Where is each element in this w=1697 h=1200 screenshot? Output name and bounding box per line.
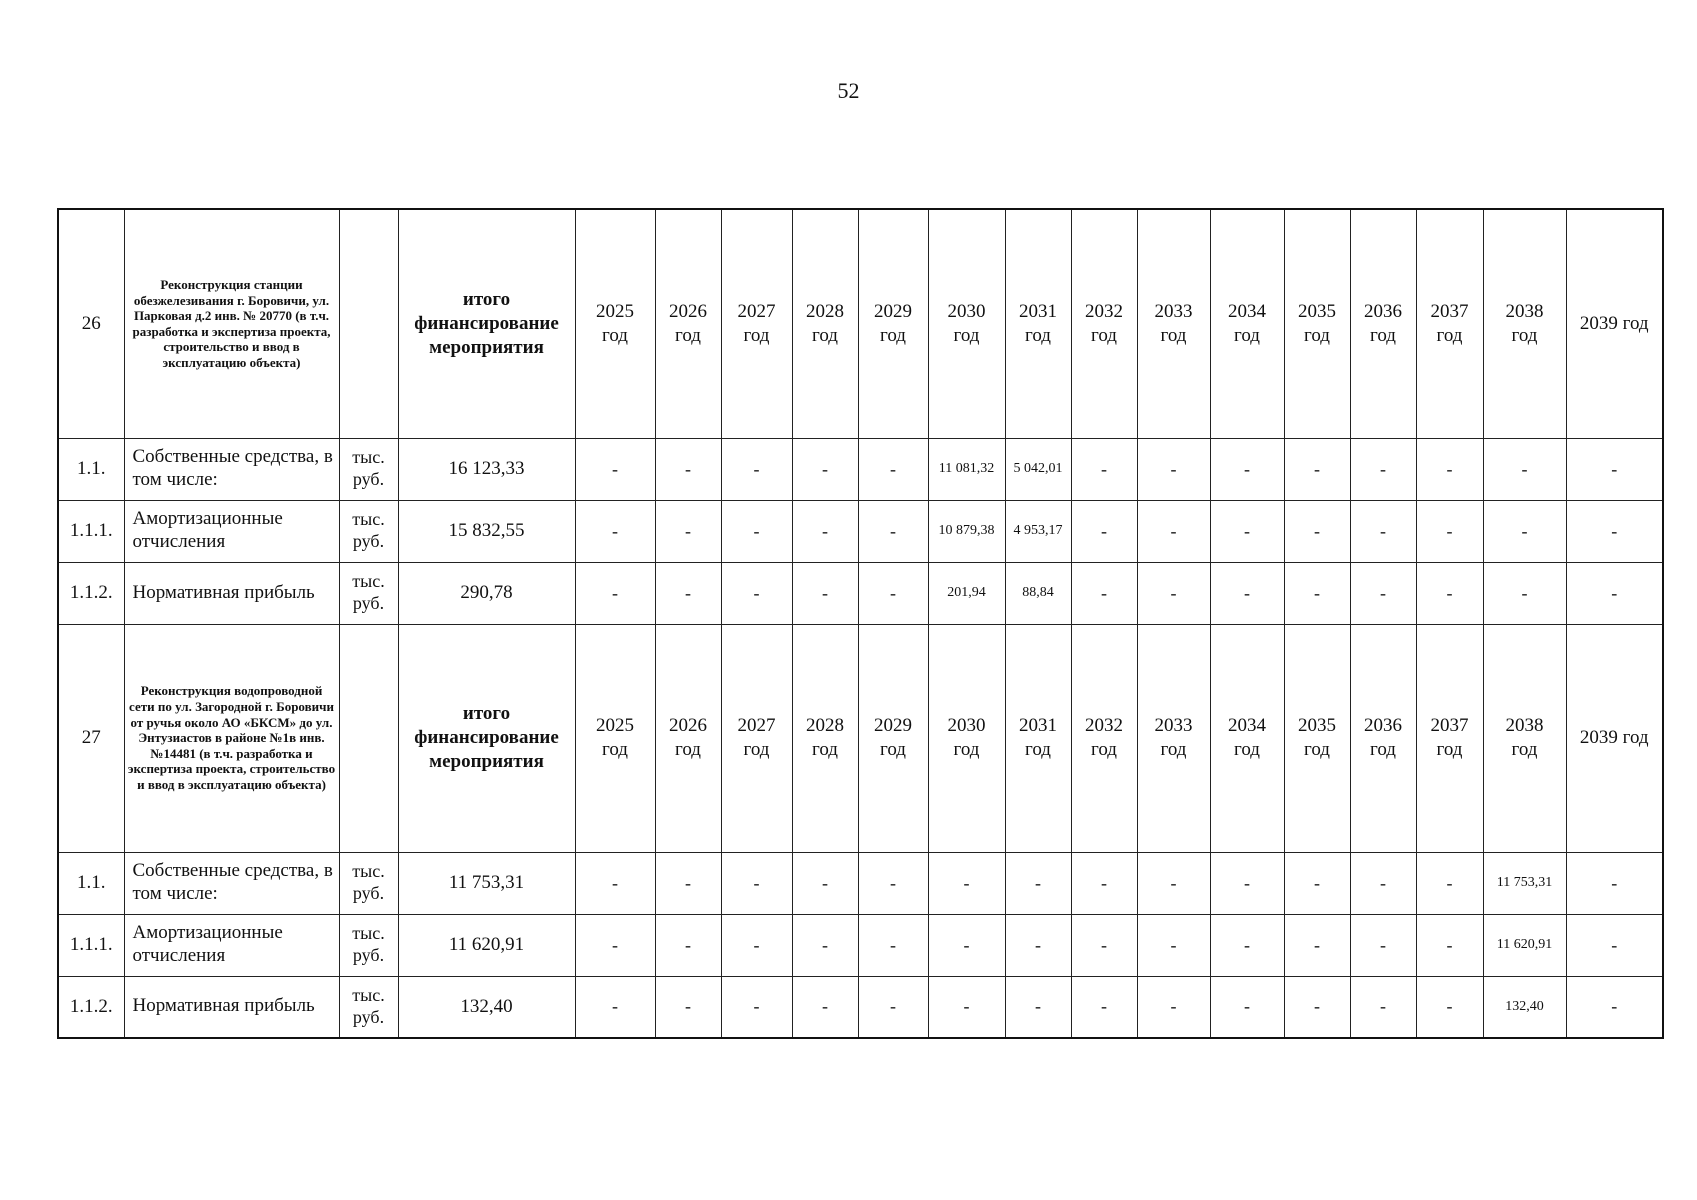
year-value: -: [1350, 976, 1416, 1038]
year-header: 2030 год: [928, 624, 1005, 852]
year-value: -: [858, 438, 928, 500]
year-header: 2038 год: [1483, 209, 1566, 438]
year-value: -: [1284, 976, 1350, 1038]
year-value: -: [1137, 500, 1210, 562]
year-header: 2032 год: [1071, 624, 1137, 852]
year-value: -: [655, 562, 721, 624]
year-value: 4 953,17: [1005, 500, 1071, 562]
year-value: -: [575, 500, 655, 562]
year-value: -: [1210, 914, 1284, 976]
year-value: -: [1284, 562, 1350, 624]
year-header: 2025 год: [575, 624, 655, 852]
year-value: -: [928, 976, 1005, 1038]
year-value: -: [655, 976, 721, 1038]
year-value: -: [1137, 976, 1210, 1038]
empty-unit-cell: [339, 624, 398, 852]
row-unit: тыс. руб.: [339, 976, 398, 1038]
year-value: -: [1350, 438, 1416, 500]
table-row: [58, 852, 1663, 914]
year-value: 11 753,31: [1483, 852, 1566, 914]
year-value: -: [1071, 852, 1137, 914]
row-unit: тыс. руб.: [339, 914, 398, 976]
row-number: 1.1.2.: [58, 976, 124, 1038]
year-value: -: [721, 438, 792, 500]
project-number: 27: [58, 624, 124, 852]
year-value: -: [1566, 500, 1663, 562]
row-total: 290,78: [398, 562, 575, 624]
year-value: -: [1137, 438, 1210, 500]
year-header: 2030 год: [928, 209, 1005, 438]
year-value: -: [1483, 562, 1566, 624]
year-header: 2031 год: [1005, 209, 1071, 438]
year-value: -: [1210, 976, 1284, 1038]
year-value: -: [1416, 852, 1483, 914]
year-value: -: [858, 852, 928, 914]
year-value: -: [1284, 914, 1350, 976]
year-value: -: [721, 562, 792, 624]
table-row: [58, 438, 1663, 500]
table-row: [58, 562, 1663, 624]
year-header: 2027 год: [721, 624, 792, 852]
row-number: 1.1.1.: [58, 914, 124, 976]
row-label: Нормативная прибыль: [124, 562, 339, 624]
year-value: -: [1350, 562, 1416, 624]
year-header: 2037 год: [1416, 209, 1483, 438]
row-number: 1.1.: [58, 438, 124, 500]
year-header: 2026 год: [655, 209, 721, 438]
year-value: -: [1416, 914, 1483, 976]
year-value: -: [575, 562, 655, 624]
year-value: -: [721, 500, 792, 562]
year-value: -: [792, 852, 858, 914]
year-header: 2032 год: [1071, 209, 1137, 438]
year-header: 2026 год: [655, 624, 721, 852]
project-number: 26: [58, 209, 124, 438]
project-title: Реконструкция станции обезжелезивания г. Боровичи, ул. Парковая д.2 инв. № 20770 (в т.ч. разработка и экспертиза проекта, строительство и ввод в эксплуатацию объекта): [124, 209, 339, 438]
year-value: -: [1071, 914, 1137, 976]
year-header: 2034 год: [1210, 624, 1284, 852]
row-total: 132,40: [398, 976, 575, 1038]
row-number: 1.1.2.: [58, 562, 124, 624]
year-value: 132,40: [1483, 976, 1566, 1038]
year-value: -: [1566, 438, 1663, 500]
row-unit: тыс. руб.: [339, 852, 398, 914]
year-value: -: [1210, 438, 1284, 500]
year-value: -: [1284, 438, 1350, 500]
table-row: [58, 976, 1663, 1038]
year-value: -: [1350, 852, 1416, 914]
year-header: 2025 год: [575, 209, 655, 438]
year-value: -: [928, 914, 1005, 976]
year-value: -: [1483, 500, 1566, 562]
year-value: -: [858, 914, 928, 976]
year-value: -: [655, 914, 721, 976]
year-header: 2039 год: [1566, 209, 1663, 438]
year-value: -: [721, 852, 792, 914]
project-title: Реконструкция водопроводной сети по ул. Загородной г. Боровичи от ручья около АО «БКСМ» до ул. Энтузиастов в районе №1в инв.№14481 (в т.ч. разработка и экспертиза проекта, строительство и ввод в эксплуатацию объекта): [124, 624, 339, 852]
year-value: -: [1071, 562, 1137, 624]
year-value: -: [1416, 562, 1483, 624]
row-total: 16 123,33: [398, 438, 575, 500]
project-header-row: [58, 209, 1663, 438]
year-value: -: [575, 914, 655, 976]
year-value: 5 042,01: [1005, 438, 1071, 500]
year-value: -: [655, 500, 721, 562]
year-value: -: [792, 914, 858, 976]
year-value: -: [1071, 976, 1137, 1038]
year-value: 201,94: [928, 562, 1005, 624]
year-value: -: [655, 438, 721, 500]
year-value: -: [1483, 438, 1566, 500]
year-value: -: [792, 976, 858, 1038]
year-header: 2037 год: [1416, 624, 1483, 852]
year-value: -: [721, 914, 792, 976]
year-header: 2028 год: [792, 624, 858, 852]
year-header: 2033 год: [1137, 209, 1210, 438]
year-value: -: [575, 438, 655, 500]
year-value: -: [1416, 976, 1483, 1038]
row-label: Нормативная прибыль: [124, 976, 339, 1038]
row-number: 1.1.1.: [58, 500, 124, 562]
year-value: -: [858, 500, 928, 562]
table-row: [58, 500, 1663, 562]
row-label: Собственные средства, в том числе:: [124, 852, 339, 914]
year-header: 2038 год: [1483, 624, 1566, 852]
year-header: 2039 год: [1566, 624, 1663, 852]
row-number: 1.1.: [58, 852, 124, 914]
row-label: Амортизационные отчисления: [124, 500, 339, 562]
financing-table: [57, 208, 1664, 1039]
year-value: -: [1284, 500, 1350, 562]
year-header: 2027 год: [721, 209, 792, 438]
year-value: -: [1284, 852, 1350, 914]
year-value: 11 620,91: [1483, 914, 1566, 976]
row-total: 15 832,55: [398, 500, 575, 562]
year-value: -: [1416, 500, 1483, 562]
year-value: 11 081,32: [928, 438, 1005, 500]
total-header: итого финансирование мероприятия: [398, 624, 575, 852]
year-value: -: [1005, 852, 1071, 914]
row-total: 11 620,91: [398, 914, 575, 976]
year-value: -: [1566, 852, 1663, 914]
year-value: -: [858, 562, 928, 624]
year-value: -: [1566, 562, 1663, 624]
year-header: 2029 год: [858, 624, 928, 852]
year-value: -: [1137, 562, 1210, 624]
empty-unit-cell: [339, 209, 398, 438]
year-value: -: [792, 562, 858, 624]
year-value: -: [1210, 852, 1284, 914]
year-value: -: [792, 500, 858, 562]
row-label: Собственные средства, в том числе:: [124, 438, 339, 500]
year-value: -: [1210, 562, 1284, 624]
year-value: 88,84: [1005, 562, 1071, 624]
row-total: 11 753,31: [398, 852, 575, 914]
year-value: -: [1005, 976, 1071, 1038]
row-unit: тыс. руб.: [339, 562, 398, 624]
year-value: -: [1566, 976, 1663, 1038]
year-header: 2029 год: [858, 209, 928, 438]
year-value: -: [721, 976, 792, 1038]
row-unit: тыс. руб.: [339, 500, 398, 562]
project-header-row: [58, 624, 1663, 852]
page-number: 52: [837, 78, 860, 103]
year-value: -: [655, 852, 721, 914]
year-value: -: [1416, 438, 1483, 500]
year-header: 2028 год: [792, 209, 858, 438]
row-label: Амортизационные отчисления: [124, 914, 339, 976]
table-row: [58, 914, 1663, 976]
total-header: итого финансирование мероприятия: [398, 209, 575, 438]
year-value: -: [928, 852, 1005, 914]
year-value: -: [792, 438, 858, 500]
year-value: -: [1005, 914, 1071, 976]
year-value: -: [1071, 438, 1137, 500]
year-value: -: [1137, 852, 1210, 914]
row-unit: тыс. руб.: [339, 438, 398, 500]
year-header: 2036 год: [1350, 209, 1416, 438]
year-value: -: [1566, 914, 1663, 976]
year-value: -: [1350, 500, 1416, 562]
year-value: -: [1350, 914, 1416, 976]
year-header: 2034 год: [1210, 209, 1284, 438]
year-header: 2036 год: [1350, 624, 1416, 852]
year-header: 2031 год: [1005, 624, 1071, 852]
year-header: 2035 год: [1284, 624, 1350, 852]
year-value: -: [1071, 500, 1137, 562]
year-value: 10 879,38: [928, 500, 1005, 562]
year-header: 2035 год: [1284, 209, 1350, 438]
year-value: -: [1137, 914, 1210, 976]
year-header: 2033 год: [1137, 624, 1210, 852]
year-value: -: [575, 976, 655, 1038]
year-value: -: [1210, 500, 1284, 562]
year-value: -: [858, 976, 928, 1038]
year-value: -: [575, 852, 655, 914]
